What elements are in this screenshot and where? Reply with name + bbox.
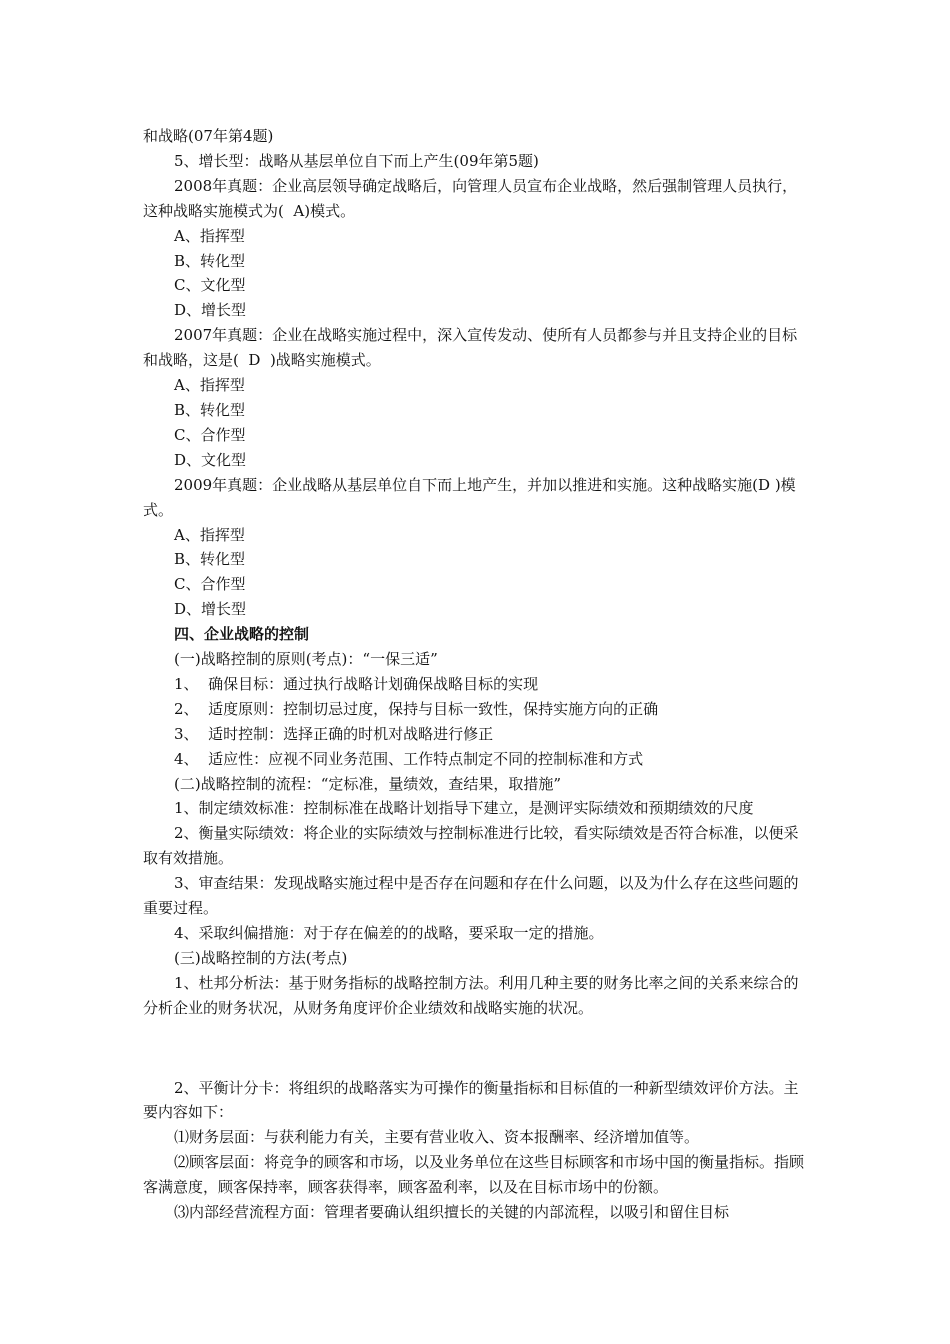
paragraph: 5、增长型：战略从基层单位自下而上产生(09年第5题) — [174, 151, 539, 170]
paragraph: 4、 适应性：应视不同业务范围、工作特点制定不同的控制标准和方式 — [174, 749, 644, 768]
section-heading: 四、企业战略的控制 — [174, 625, 310, 644]
paragraph: 1、 确保目标：通过执行战略计划确保战略目标的实现 — [174, 674, 539, 693]
paragraph: C、文化型 — [174, 276, 246, 295]
paragraph: C、合作型 — [174, 575, 246, 594]
paragraph: D、文化型 — [174, 450, 247, 469]
paragraph: D、增长型 — [174, 301, 247, 320]
paragraph: 2008年真题：企业高层领导确定战略后，向管理人员宣布企业战略，然后强制管理人员执行，这种战略实施模式为( A)模式。 — [143, 176, 798, 220]
paragraph: ⑶内部经营流程方面：管理者要确认组织擅长的关键的内部流程，以吸引和留住目标 — [174, 1203, 730, 1222]
blank-line — [143, 1036, 809, 1061]
paragraph: B、转化型 — [174, 251, 246, 270]
document-page — [143, 124, 809, 1225]
paragraph: 2009年真题：企业战略从基层单位自下而上地产生，并加以推进和实施。这种战略实施(D )模式。 — [143, 475, 796, 519]
paragraph: 4、采取纠偏措施：对于存在偏差的的战略，要采取一定的措施。 — [174, 924, 604, 942]
paragraph: (一)战略控制的原则(考点)：“一保三适” — [174, 650, 438, 669]
paragraph: ⑴财务层面：与获利能力有关，主要有营业收入、资本报酬率、经济增加值等。 — [174, 1128, 700, 1147]
paragraph: 2007年真题：企业在战略实施过程中，深入宣传发动、使所有人员都参与并且支持企业的目标和战略，这是( D )战略实施模式。 — [143, 326, 798, 370]
paragraph: (二)战略控制的流程：“定标准，量绩效，查结果，取措施” — [174, 774, 562, 793]
paragraph: A、指挥型 — [174, 376, 245, 395]
paragraph: ⑵顾客层面：将竞争的顾客和市场，以及业务单位在这些目标顾客和市场中国的衡量指标。指顾客满意度，顾客保持率，顾客获得率，顾客盈利率，以及在目标市场中的份额。 — [143, 1153, 805, 1197]
paragraph: (三)战略控制的方法(考点) — [174, 948, 348, 967]
paragraph: B、转化型 — [174, 400, 246, 419]
paragraph: 3、 适时控制：选择正确的时机对战略进行修正 — [174, 724, 494, 743]
paragraph: 和战略(07年第4题) — [143, 127, 274, 145]
paragraph: A、指挥型 — [174, 525, 245, 544]
paragraph: C、合作型 — [174, 425, 246, 444]
paragraph: 2、 适度原则：控制切忌过度，保持与目标一致性，保持实施方向的正确 — [174, 699, 659, 718]
paragraph: 2、衡量实际绩效：将企业的实际绩效与控制标准进行比较，看实际绩效是否符合标准，以便采取有效措施。 — [143, 824, 799, 868]
paragraph: D、增长型 — [174, 600, 247, 619]
paragraph: 3、审查结果：发现战略实施过程中是否存在问题和存在什么问题，以及为什么存在这些问题的重要过程。 — [143, 874, 799, 918]
paragraph: B、转化型 — [174, 550, 246, 569]
paragraph: 2、平衡计分卡：将组织的战略落实为可操作的衡量指标和目标值的一种新型绩效评价方法。主要内容如下： — [143, 1078, 799, 1122]
paragraph: 1、杜邦分析法：基于财务指标的战略控制方法。利用几种主要的财务比率之间的关系来综合的分析企业的财务状况，从财务角度评价企业绩效和战略实施的状况。 — [143, 973, 799, 1017]
paragraph: A、指挥型 — [174, 226, 245, 245]
paragraph: 1、制定绩效标准：控制标准在战略计划指导下建立，是测评实际绩效和预期绩效的尺度 — [174, 799, 754, 818]
